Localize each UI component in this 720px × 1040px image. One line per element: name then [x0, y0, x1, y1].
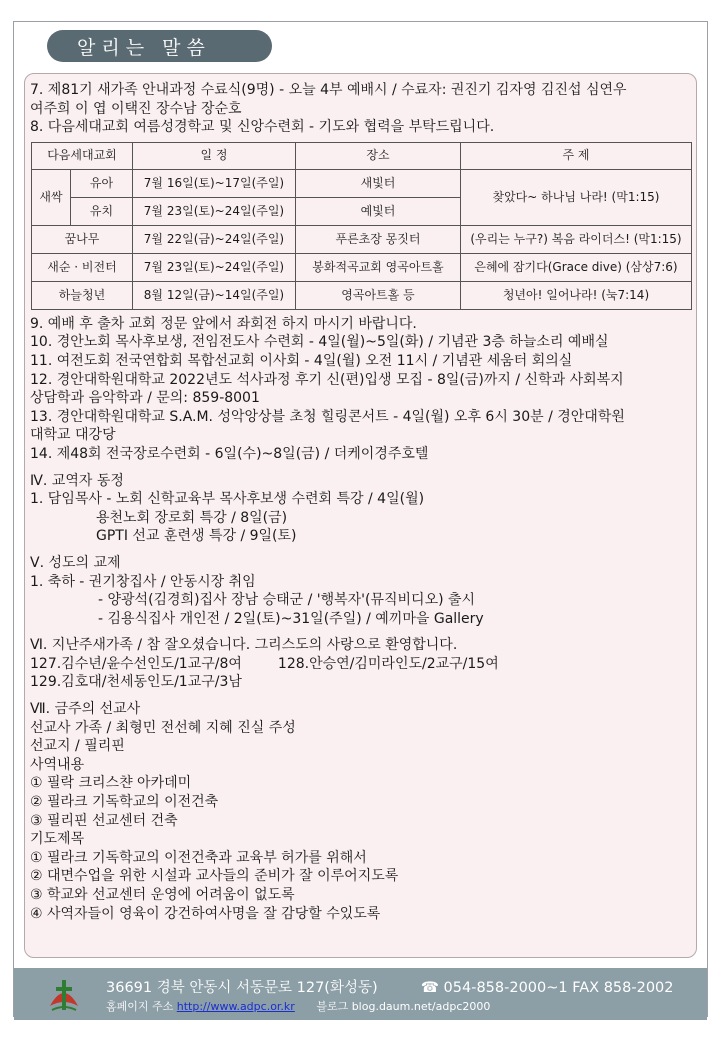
section7-line: 선교사 가족 / 최형민 전선혜 지혜 진실 주성 [30, 719, 296, 736]
table-cell-place: 새빛터 [295, 169, 460, 197]
table-cell-theme: 청년아! 일어나라! (눅7:14) [460, 281, 691, 309]
section-title-text: 알리는 말씀 [77, 36, 211, 59]
table-cell-date: 7월 22일(금)~24일(주일) [132, 225, 295, 253]
table-cell-theme: 찾았다~ 하나님 나라! (막1:15) [460, 169, 691, 225]
notice-content [30, 81, 695, 923]
notice-7-line1: 7. 제81기 새가족 안내과정 수료식(9명) - 오늘 4부 예배시 / 수료자: 권진기 김자영 김진섭 심연우 [30, 82, 627, 98]
section7-title: Ⅶ. 금주의 선교사 [30, 701, 141, 718]
footer-address: 36691 경북 안동시 서동문로 127(화성동) [106, 980, 378, 996]
section7-line: 사역내용 [30, 756, 85, 773]
new-family-128: 128.안승연/김미라인도/2교구/15여 [277, 655, 499, 672]
section7-line: ② 대면수업을 위한 시설과 교사들의 준비가 잘 이루어지도록 [30, 868, 399, 885]
table-cell-place: 영곡아트홀 등 [295, 281, 460, 309]
section7-line: ② 필라크 기독학교의 이전건축 [30, 794, 219, 811]
table-cell-theme: (우리는 누구?) 복음 라이더스! (막1:15) [460, 225, 691, 253]
section6-line [30, 655, 695, 674]
section7-line: ③ 필리핀 선교센터 건축 [30, 812, 178, 829]
section5-title: Ⅴ. 성도의 교제 [30, 554, 121, 571]
section4-line: 용천노회 장로회 특강 / 8일(금) [96, 509, 288, 526]
section7-line: ① 필라크 기독학교의 이전건축과 교육부 허가를 위해서 [30, 849, 367, 866]
table-cell-date: 7월 16일(토)~17일(주일) [132, 169, 295, 197]
section-title [47, 30, 272, 62]
table-header-cell: 주 제 [460, 142, 691, 169]
table-header-cell: 다음세대교회 [32, 142, 133, 169]
section6-title: Ⅵ. 지난주새가족 / 참 잘오셨습니다. 그리스도의 사랑으로 환영합니다. [30, 637, 458, 654]
table-cell-dept: 꿈나무 [32, 225, 133, 253]
table-cell-date: 7월 23일(토)~24일(주일) [132, 197, 295, 225]
footer-phone: ☎ 054-858-2000~1 FAX 858-2002 [420, 980, 674, 996]
table-header-row [32, 142, 692, 169]
section5-line: - 김용식집사 개인전 / 2일(토)~31일(주일) / 예끼마을 Gallery [98, 610, 484, 627]
notice-14: 14. 제48회 전국장로수련회 - 6일(수)~8일(금) / 더케이경주호텔 [30, 445, 429, 462]
table-row [32, 169, 692, 197]
church-logo-icon [46, 976, 82, 1014]
section4-line: 1. 담임목사 - 노회 신학교육부 목사후보생 수련회 특강 / 4일(월) [30, 491, 425, 508]
notice-7-line2: 여주희 이 엽 이택진 장수남 장순호 [30, 100, 242, 117]
notice-13-line1: 13. 경안대학원대학교 S.A.M. 성악앙상블 초청 힐링콘서트 - 4일(월) 오후 6시 30분 / 경안대학원 [30, 408, 625, 425]
notice-8: 8. 다음세대교회 여름성경학교 및 신앙수련회 - 기도와 협력을 부탁드립니다. [30, 119, 495, 136]
section5-line: 1. 축하 - 권기창집사 / 안동시장 취임 [30, 573, 256, 590]
notice-10: 10. 경안노회 목사후보생, 전임전도사 수련회 - 4일(월)~5일(화) / 기념관 3층 하늘소리 예배실 [30, 334, 609, 351]
table-cell-theme: 은혜에 잠기다(Grace dive) (삼상7:6) [460, 253, 691, 281]
footer-line2 [106, 998, 490, 1014]
notice-9: 9. 예배 후 출차 교회 정문 앞에서 좌회전 하지 마시기 바랍니다. [30, 315, 417, 332]
section6-line: 129.김호대/천세동인도/1교구/3남 [30, 674, 242, 691]
section7-line: ③ 학교와 선교센터 운영에 어려움이 없도록 [30, 887, 295, 903]
table-header-cell: 장소 [295, 142, 460, 169]
homepage-label: 홈페이지 주소 [106, 1000, 174, 1013]
footer [14, 968, 707, 1020]
table-cell-dept: 유아 [71, 169, 133, 197]
table-cell-date: 8월 12일(금)~14일(주일) [132, 281, 295, 309]
table-cell-dept: 하늘청년 [32, 281, 133, 309]
table-cell-date: 7월 23일(토)~24일(주일) [132, 253, 295, 281]
section7-line: ① 필락 크리스챤 아카데미 [30, 775, 192, 792]
table-row [32, 281, 692, 309]
table-row [32, 225, 692, 253]
table-row [32, 253, 692, 281]
section7-line: ④ 사역자들이 영육이 강건하여사명을 잘 감당할 수있도록 [30, 905, 381, 922]
table-cell-place: 예빛터 [295, 197, 460, 225]
table-cell-place: 푸른초장 몽짓터 [295, 225, 460, 253]
table-cell-dept: 새순 · 비전터 [32, 253, 133, 281]
footer-line1 [106, 976, 674, 997]
section7-line: 기도제목 [30, 831, 85, 848]
homepage-link[interactable]: http://www.adpc.or.kr [176, 1000, 295, 1013]
table-cell-group: 새싹 [32, 169, 71, 225]
table-cell-place: 봉화적곡교회 영곡아트홀 [295, 253, 460, 281]
new-family-127: 127.김수년/윤수선인도/1교구/8여 [30, 655, 242, 672]
schedule-table [31, 142, 692, 310]
notice-12-line2: 상담학과 음악학과 / 문의: 859-8001 [30, 390, 260, 407]
section4-line: GPTI 선교 훈련생 특강 / 9일(토) [96, 528, 297, 545]
section4-title: Ⅳ. 교역자 동정 [30, 472, 124, 489]
notice-12-line1: 12. 경안대학원대학교 2022년도 석사과정 후기 신(편)입생 모집 - 8일(금)까지 / 신학과 사회복지 [30, 371, 624, 388]
table-header-cell: 일 정 [132, 142, 295, 169]
section7-line: 선교지 / 필리핀 [30, 738, 125, 755]
notice-13-line2: 대학교 대강당 [30, 427, 116, 444]
notice-11: 11. 여전도회 전국연합회 목합선교회 이사회 - 4일(월) 오전 11시 / 기념관 세움터 회의실 [30, 352, 573, 369]
table-cell-dept: 유치 [71, 197, 133, 225]
section5-line: - 양광석(김경희)집사 장남 승태군 / '행복자'(뮤직비디오) 출시 [98, 592, 476, 609]
blog-address: 블로그 blog.daum.net/adpc2000 [316, 1000, 491, 1013]
